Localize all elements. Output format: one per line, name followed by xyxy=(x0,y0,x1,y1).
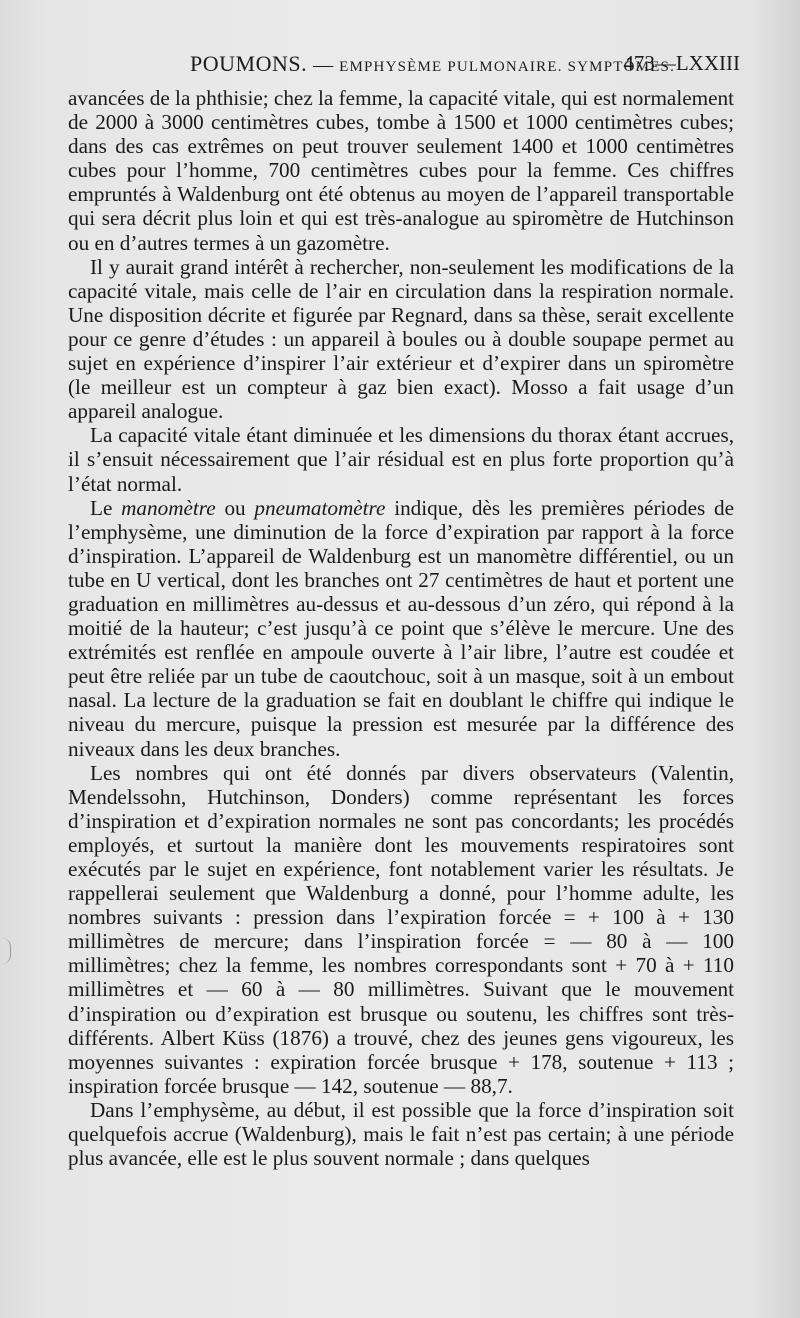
text-segment: Il y aurait grand intérêt à rechercher, non-seulement les modifications de la capacité vitale, mais celle de l’air en circulation dans la respiration normale. Une disposition décrite et figurée par Regnard, dans sa thèse, serait excellente pour ce genre d’études : un appareil à boules ou à double soupape permet au sujet en expérience d’inspirer l’air extérieur et d’expirer dans un spiromètre (le meilleur est un compteur à gaz bien exact). Mosso a fait usage d’un appareil analogue. xyxy=(68,254,734,424)
paragraph xyxy=(68,761,734,1098)
italic-term: pneumatomètre xyxy=(254,495,386,520)
running-header xyxy=(190,51,740,81)
paragraph xyxy=(68,496,734,761)
text-segment: indique, dès les premières périodes de l’emphysème, une diminution de la force d’expiration par rapport à la force d’inspiration. L’appareil de Waldenburg est un manomètre différentiel, ou un tube en U vertical, dont les branches ont 27 centimètres de haut et portent une graduation en millimètres au-dessus et au-dessous d’un zéro, qui répond à la moitié de la hauteur; c’est jusqu’à ce point que s’élève le mercure. Une des extrémités est renflée en ampoule ouverte à l’air libre, l’autre est coudée et peut être reliée par un tube de caoutchouc, soit à un masque, soit à un embout nasal. La lecture de la graduation se fait en doublant le chiffre qui indique le niveau du mercure, puisque la pression est mesurée par la différence des niveaux dans les deux branches. xyxy=(68,495,734,761)
body-text xyxy=(68,86,734,1170)
italic-term: manomètre xyxy=(121,495,216,520)
text-segment: Les nombres qui ont été donnés par divers observateurs (Valentin, Mendelssohn, Hutchinson, Donders) comme représentant les forces d’inspiration et d’expiration normales ne sont pas concordants; les procédés employés, et surtout la manière dont les mouvements respiratoires sont exécutés par le sujet en expérience, font notablement varier les résultats. Je rappellerai seulement que Waldenburg a donné, pour l’homme adulte, les nombres suivants : pression dans l’expiration forcée = + 100 à + 130 millimètres de mercure; dans l’inspiration forcée = — 80 à — 100 millimètres; chez la femme, les nombres correspondants sont + 70 à + 110 millimètres et — 60 à — 80 millimètres. Suivant que le mouvement d’inspiration ou d’expiration est brusque ou soutenu, les chiffres sont très-différents. Albert Küss (1876) a trouvé, chez des jeunes gens vigoureux, les moyennes suivantes : expiration forcée brusque + 178, soutenue + 113 ; inspiration forcée brusque — 142, soutenue — 88,7. xyxy=(68,760,734,1098)
margin-bracket-mark xyxy=(2,938,11,964)
paragraph xyxy=(68,86,734,255)
paragraph xyxy=(68,1098,734,1170)
text-segment: Dans l’emphysème, au début, il est possible que la force d’inspiration soit quelquefois accrue (Waldenburg), mais le fait n’est pas certain; à une période plus avancée, elle est le plus souvent normale ; dans quelques xyxy=(68,1097,734,1171)
text-segment: ou xyxy=(215,495,255,520)
text-segment: avancées de la phthisie; chez la femme, la capacité vitale, qui est normalement de 2000 à 3000 centimètres cubes, tombe à 1500 et 1000 centimètres cubes; dans des cas extrêmes on peut trouver seulement 1400 et 1000 centimètres cubes pour l’homme, 700 centimètres cubes pour la femme. Ces chiffres empruntés à Waldenburg ont été obtenus au moyen de l’appareil transportable qui sera décrit plus loin et qui est très-analogue au spiromètre de Hutchinson ou en d’autres termes à un gazomètre. xyxy=(68,86,734,255)
paragraph xyxy=(68,255,734,424)
text-segment: Le xyxy=(90,495,122,520)
header-chapter: POUMONS. xyxy=(190,51,308,76)
text-segment: La capacité vitale étant diminuée et les dimensions du thorax étant accrues, il s’ensuit nécessairement que l’air résidual est en plus forte proportion qu’à l’état normal. xyxy=(68,423,734,496)
page-number: 473—LXXIII xyxy=(623,51,740,75)
header-separator: — xyxy=(313,54,334,76)
paragraph xyxy=(68,423,734,495)
header-subtitle: EMPHYSÈME PULMONAIRE. SYMPTÔMES. xyxy=(339,59,676,75)
